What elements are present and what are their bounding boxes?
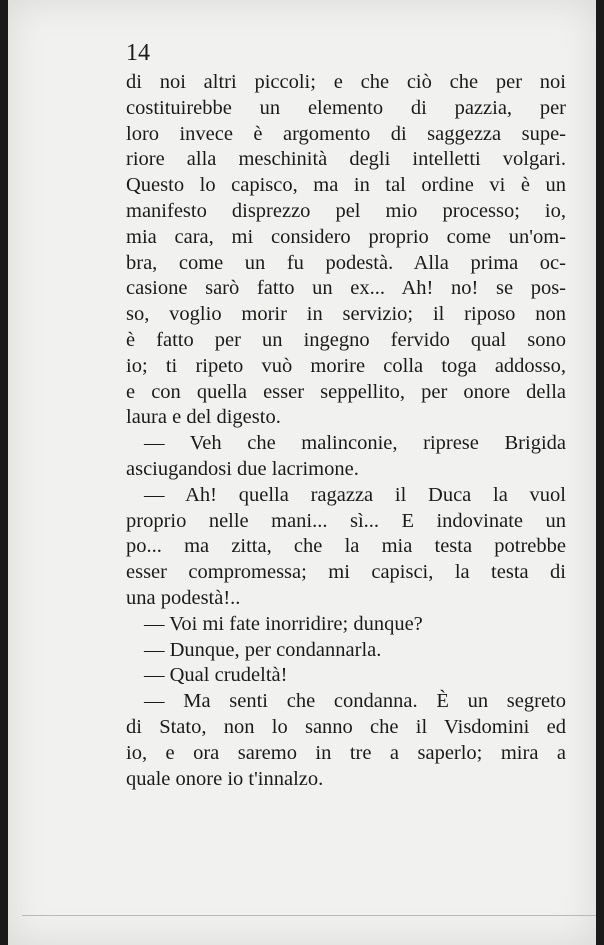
text-line: esser compromessa; mi capisci, la testa di — [126, 561, 566, 584]
body-text — [126, 70, 566, 792]
text-line: riore alla meschinità degli intelletti volgari. — [126, 148, 566, 171]
text-line: so, voglio morir in servizio; il riposo non — [126, 303, 566, 326]
page-number: 14 — [126, 40, 150, 66]
book-page — [8, 0, 596, 945]
text-line: loro invece è argomento di saggezza supe- — [126, 122, 566, 145]
text-line: e con quella esser seppellito, per onore della — [126, 380, 566, 403]
text-line: — Dunque, per condannarla. — [144, 638, 382, 661]
text-line: — Ma senti che condanna. È un segreto — [144, 690, 566, 713]
text-line: mia cara, mi considero proprio come un'om- — [126, 225, 566, 248]
text-line: Questo lo capisco, ma in tal ordine vi è un — [126, 174, 566, 197]
text-line: casione sarò fatto un ex... Ah! no! se pos- — [126, 277, 566, 300]
text-line: bra, come un fu podestà. Alla prima oc- — [126, 251, 566, 274]
text-line: di noi altri piccoli; e che ciò che per noi — [126, 71, 566, 93]
page-bottom-edge — [22, 915, 596, 916]
text-line: io, e ora saremo in tre a saperlo; mira a — [126, 741, 566, 764]
text-line: asciugandosi due lacrimone. — [126, 457, 359, 480]
text-line: una podestà!.. — [126, 586, 241, 609]
text-line: è fatto per un ingegno fervido qual sono — [126, 328, 566, 351]
text-line: di Stato, non lo sanno che il Visdomini ed — [126, 715, 566, 738]
text-line: — Veh che malinconie, riprese Brigida — [144, 432, 566, 455]
text-line: — Qual crudeltà! — [144, 664, 288, 687]
text-line: — Voi mi fate inorridire; dunque? — [144, 612, 423, 635]
text-line: po... ma zitta, che la mia testa potrebbe — [126, 535, 566, 558]
text-line: costituirebbe un elemento di pazzia, per — [126, 96, 566, 119]
text-line: manifesto disprezzo pel mio processo; io, — [126, 199, 566, 222]
text-line: — Ah! quella ragazza il Duca la vuol — [144, 483, 566, 506]
text-line: laura e del digesto. — [126, 406, 281, 429]
text-line: quale onore io t'innalzo. — [126, 767, 324, 790]
text-line: proprio nelle mani... sì... E indovinate un — [126, 509, 566, 532]
text-line: io; ti ripeto vuò morire colla toga addosso, — [126, 354, 566, 377]
